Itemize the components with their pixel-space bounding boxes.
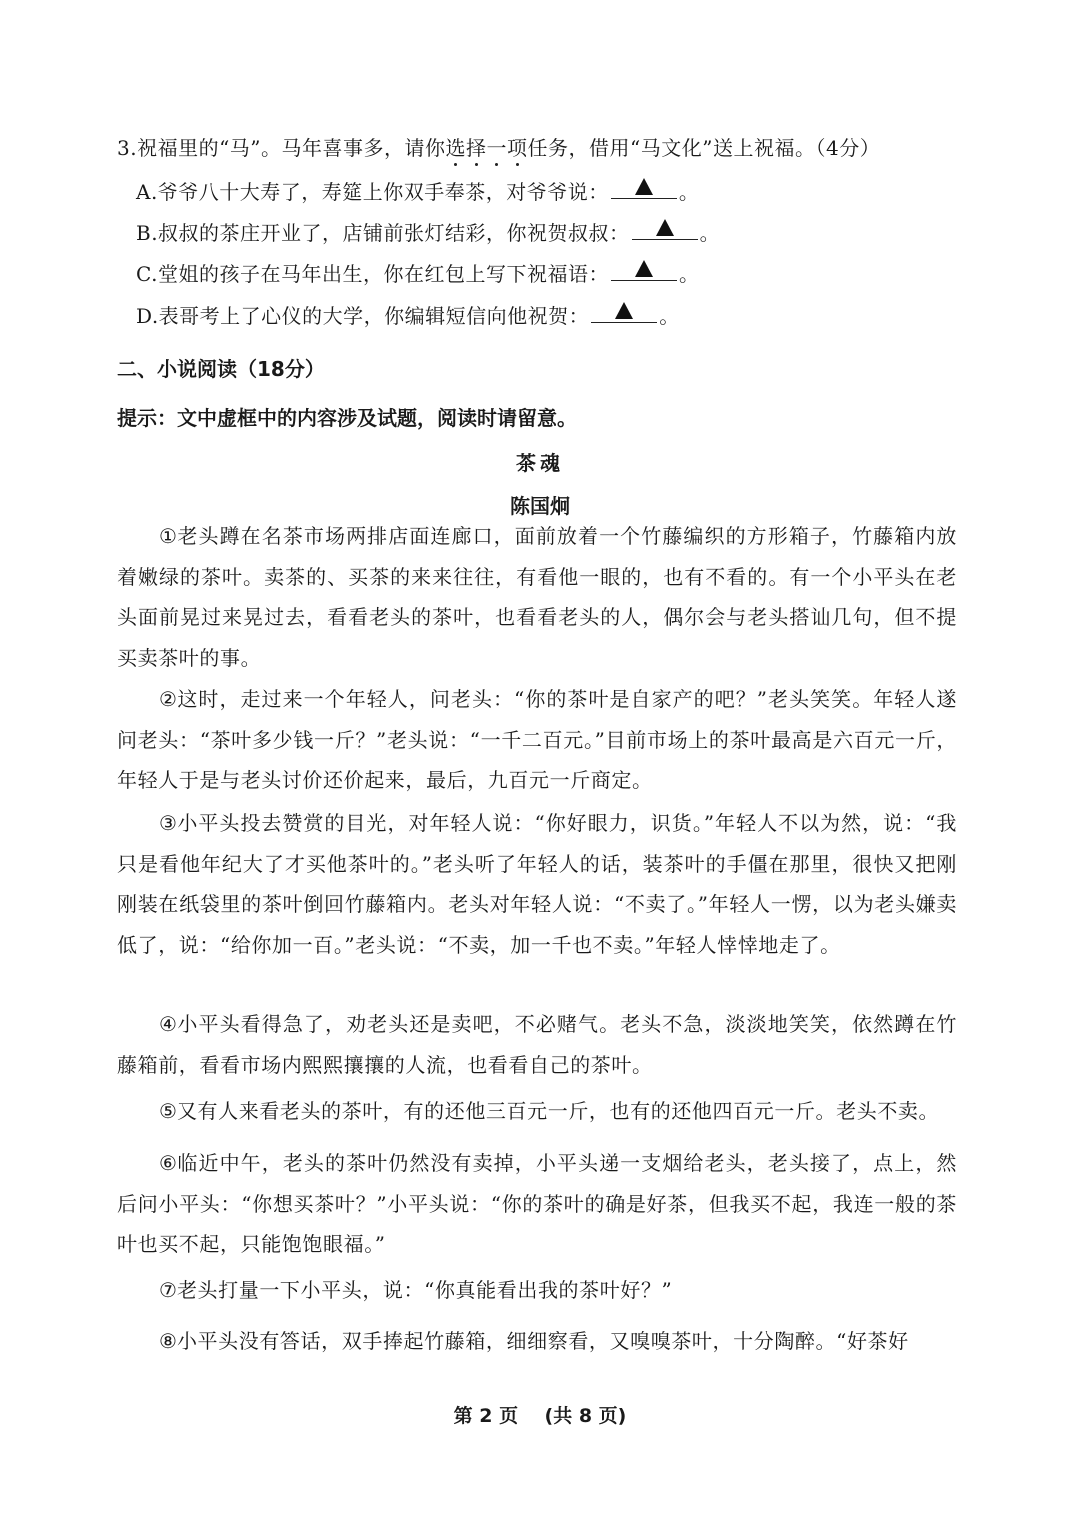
paragraph-text: 又有人来看老头的茶叶，有的还他三百元一斤，也有的还他四百元一斤。老头不卖。: [176, 1099, 940, 1123]
paragraph-number: ①: [159, 524, 178, 548]
paragraph-text: 这时，走过来一个年轻人，问老头：“你的茶叶是自家产的吧？”老头笑笑。年轻人遂问老头：“茶叶多少钱一斤？”老头说：“一千二百元。”目前市场上的茶叶最高是六百元一斤，年轻人于是与老头讨价还价起来，最后，九百元一斤商定。: [117, 687, 957, 792]
paragraph-text: 老头蹲在名茶市场两排店面连廊口，面前放着一个竹藤编织的方形箱子，竹藤箱内放着嫩绿的茶叶。卖茶的、买茶的来来往往，有看他一眼的，也有不看的。有一个小平头在老头面前晃过来晃过去，看看老头的茶叶，也看看老头的人，偶尔会与老头搭讪几句，但不提买卖茶叶的事。: [117, 524, 957, 670]
story-paragraph-4: [117, 1004, 957, 1085]
emphasis-char: 一: [486, 136, 508, 160]
paragraph-text: 临近中午，老头的茶叶仍然没有卖掉，小平头递一支烟给老头，老头接了，点上，然后问小平头：“你想买茶叶？”小平头说：“你的茶叶的确是好茶，但我买不起，我连一般的茶叶也买不起，只能饱饱眼福。”: [117, 1151, 957, 1256]
paragraph-number: ⑦: [159, 1278, 177, 1302]
option-d-end: 。: [659, 304, 680, 328]
option-c-end: 。: [678, 262, 700, 286]
emphasis-char: 项: [507, 136, 528, 160]
triangle-icon: [656, 219, 674, 236]
triangle-icon: [635, 178, 653, 195]
option-b-text: B.叔叔的茶庄开业了，店铺前张灯结彩，你祝贺叔叔：: [136, 221, 630, 245]
story-paragraph-8: [117, 1321, 957, 1362]
paragraph-text: 老头打量一下小平头，说：“你真能看出我的茶叶好？”: [176, 1278, 673, 1302]
option-c-text: C.堂姐的孩子在马年出生，你在红包上写下祝福语：: [136, 262, 609, 286]
paragraph-number: ②: [159, 687, 178, 711]
paragraph-number: ⑤: [159, 1099, 177, 1123]
answer-blank: [611, 176, 677, 199]
paragraph-text: 小平头看得急了，劝老头还是卖吧，不必赌气。老头不急，淡淡地笑笑，依然蹲在竹藤箱前，看看市场内熙熙攘攘的人流，也看看自己的茶叶。: [117, 1012, 957, 1077]
story-paragraph-7: [117, 1270, 957, 1311]
answer-blank: [632, 217, 698, 240]
option-a-text: A.爷爷八十大寿了，寿筵上你双手奉茶，对爷爷说：: [136, 180, 609, 204]
answer-blank: [611, 258, 677, 281]
story-paragraph-2: [117, 679, 957, 801]
question-3-prompt: [117, 132, 880, 161]
story-paragraph-3: [117, 803, 957, 965]
paragraph-text: 小平头没有答话，双手捧起竹藤箱，细细察看，又嗅嗅茶叶，十分陶醉。“好茶好: [176, 1329, 909, 1353]
option-a-end: 。: [678, 180, 700, 204]
paragraph-number: ③: [159, 811, 178, 835]
question-3-prompt-post: 任务，借用“马文化”送上祝福。（4分）: [527, 136, 881, 160]
triangle-icon: [635, 260, 653, 277]
story-paragraph-5: [117, 1091, 957, 1132]
story-paragraph-6: [117, 1143, 957, 1265]
story-paragraph-1: [117, 516, 957, 678]
paragraph-number: ④: [159, 1012, 178, 1036]
reading-hint: 提示：文中虚框中的内容涉及试题，阅读时请留意。: [117, 406, 577, 430]
emphasis-char: 择: [466, 136, 487, 160]
emphasis-char: 选: [445, 136, 467, 160]
option-d: [136, 300, 680, 329]
page-footer: 第 2 页 (共 8 页): [453, 1405, 627, 1427]
option-c: [136, 258, 699, 287]
story-title: 茶魂: [516, 451, 564, 475]
story-author: 陈国炯: [510, 494, 570, 518]
option-a: [136, 176, 699, 205]
paragraph-number: ⑥: [159, 1151, 178, 1175]
answer-blank: [591, 300, 657, 323]
option-b: [136, 217, 720, 246]
paragraph-text: 小平头投去赞赏的目光，对年轻人说：“你好眼力，识货。”年轻人不以为然，说：“我只是看他年纪大了才买他茶叶的。”老头听了年轻人的话，装茶叶的手僵在那里，很快又把刚刚装在纸袋里的茶叶倒回竹藤箱内。老头对年轻人说：“不卖了。”年轻人一愣，以为老头嫌卖低了，说：“给你加一百。”老头说：“不卖，加一千也不卖。”年轻人悻悻地走了。: [117, 811, 957, 957]
section-title: 二、小说阅读（18分）: [117, 357, 325, 381]
option-d-text: D.表哥考上了心仪的大学，你编辑短信向他祝贺：: [136, 304, 590, 328]
triangle-icon: [615, 302, 633, 319]
option-b-end: 。: [699, 221, 721, 245]
question-3-prompt-pre: 3.祝福里的“马”。马年喜事多，请你: [117, 136, 446, 160]
paragraph-number: ⑧: [159, 1329, 177, 1353]
